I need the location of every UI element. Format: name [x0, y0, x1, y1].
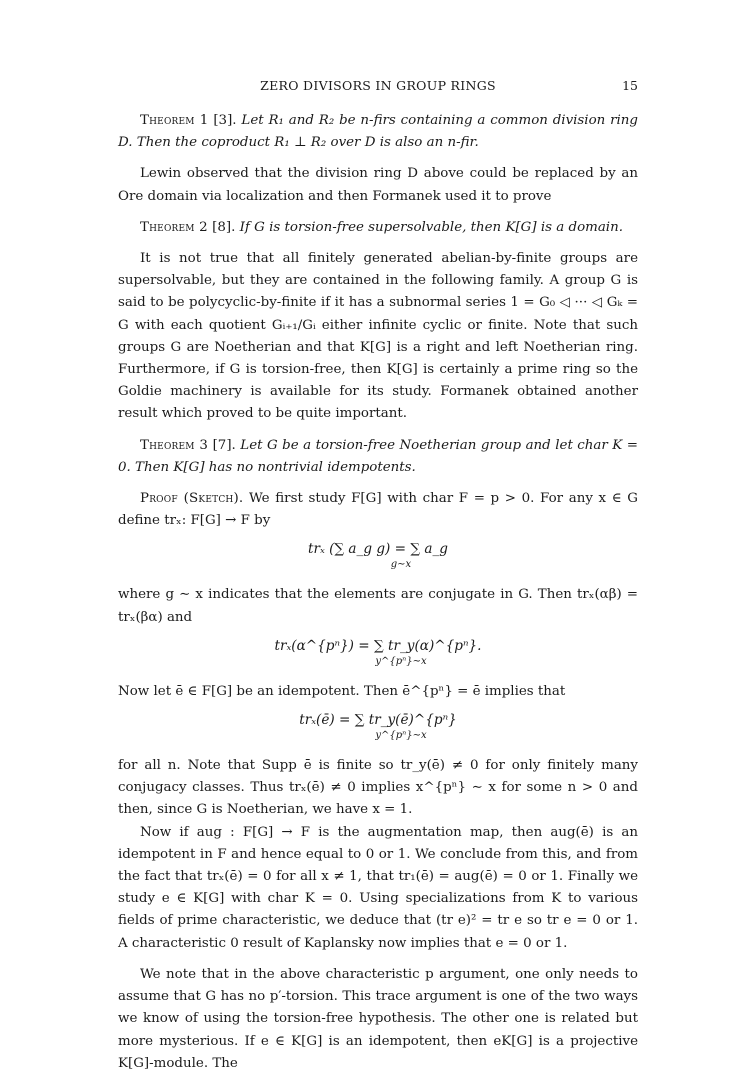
theorem-1-cite: [3].: [213, 113, 237, 128]
page-number: 15: [622, 78, 638, 93]
paragraph-support: for all n. Note that Supp ē is finite so tr_y(ē) ≠ 0 for only finitely many conjugacy classes. Thus trₓ(ē) ≠ 0 implies x^{pⁿ} ∼ x for some n > 0 and then, since G is Noetherian, we have x = 1.: [118, 758, 638, 818]
paragraph-final: We note that in the above characteristic p argument, one only needs to assume that G has no p′-torsion. This trace argument is one of the two ways we know of using the torsion-free hypothesis. The other one is related but more mysterious. If e ∈ K[G] is an idempotent, then eK[G] is a projective K[G]-module. The: [118, 966, 638, 1071]
equation-2-subscript: y^{pⁿ}∼x: [375, 655, 427, 667]
theorem-3-statement: Let G be a torsion-free Noetherian group and let char K = 0. Then K[G] has no nontrivial idempotents.: [118, 437, 638, 475]
equation-2: trₓ(α^{pⁿ}) = ∑ tr_y(α)^{pⁿ}.: [274, 637, 482, 654]
paragraph-idempotent: Now let ē ∈ F[G] be an idempotent. Then ē^{pⁿ} = ē implies that: [118, 683, 566, 699]
theorem-2-statement: If G is torsion-free supersolvable, then K[G] is a domain.: [239, 219, 623, 235]
equation-trace-idempotent: [118, 709, 638, 747]
running-title: ZERO DIVISORS IN GROUP RINGS: [260, 78, 496, 93]
equation-1-subscript: g∼x: [390, 559, 412, 571]
page-header: [118, 78, 638, 96]
proof-intro-text: We first study F[G] with char F = p > 0. For any x ∈ G define trₓ: F[G] → F by: [118, 491, 638, 529]
theorem-3-cite: [7].: [212, 437, 236, 453]
theorem-2-head: Theorem 2: [140, 219, 208, 235]
paragraph-conjugate: where g ∼ x indicates that the elements are conjugate in G. Then trₓ(αβ) = trₓ(βα) and: [118, 587, 638, 625]
theorem-2-cite: [8].: [212, 219, 236, 235]
equation-1: trₓ (∑ a_g g) = ∑ a_g: [307, 541, 449, 558]
theorem-3-head: Theorem 3: [140, 437, 209, 453]
theorem-1-head: Theorem 1: [140, 113, 209, 128]
theorem-3: [118, 435, 638, 479]
paragraph-augmentation: Now if aug : F[G] → F is the augmentation map, then aug(ē) is an idempotent in F and hence equal to 0 or 1. We conclude from this, and from the fact that trₓ(ē) = 0 for all x ≠ 1, that tr₁(ē) = aug(ē) = 0 or 1. Finally we study e ∈ K[G] with char K = 0. Using specializations from K to various fields of prime characteristic, we deduce that (tr e)² = tr e so tr e = 0 or 1. A characteristic 0 result of Kaplansky now implies that e = 0 or 1.: [118, 824, 638, 951]
equation-3: trₓ(ē) = ∑ tr_y(ē)^{pⁿ}: [299, 712, 457, 729]
equation-trace-definition: [118, 538, 638, 576]
equation-3-subscript: y^{pⁿ}∼x: [375, 730, 427, 742]
theorem-2: [118, 217, 638, 239]
proof-head: Proof (Sketch).: [140, 491, 244, 507]
theorem-1-statement: Let R₁ and R₂ be n-firs containing a common division ring D. Then the coproduct R₁ ⊥ R₂ over D is also an n-fir.: [118, 113, 638, 151]
page-body: [118, 110, 638, 1084]
proof-intro: [118, 488, 638, 532]
theorem-1: [118, 110, 638, 154]
paragraph-lewin: Lewin observed that the division ring D above could be replaced by an Ore domain via localization and then Formanek used it to prove: [118, 166, 638, 204]
equation-trace-power: [118, 635, 638, 673]
paragraph-polycyclic: It is not true that all finitely generated abelian-by-finite groups are supersolvable, but they are contained in the following family. A group G is said to be polycyclic-by-finite if it has a subnormal series 1 = G₀ ◁ ··· ◁ Gₖ = G with each quotient Gᵢ₊₁/Gᵢ either infinite cyclic or finite. Note that such groups G are Noetherian and that K[G] is a right and left Noetherian ring. Furthermore, if G is torsion-free, then K[G] is certainly a prime ring so the Goldie machinery is available for its study. Formanek obtained another result which proved to be quite important.: [118, 251, 638, 422]
